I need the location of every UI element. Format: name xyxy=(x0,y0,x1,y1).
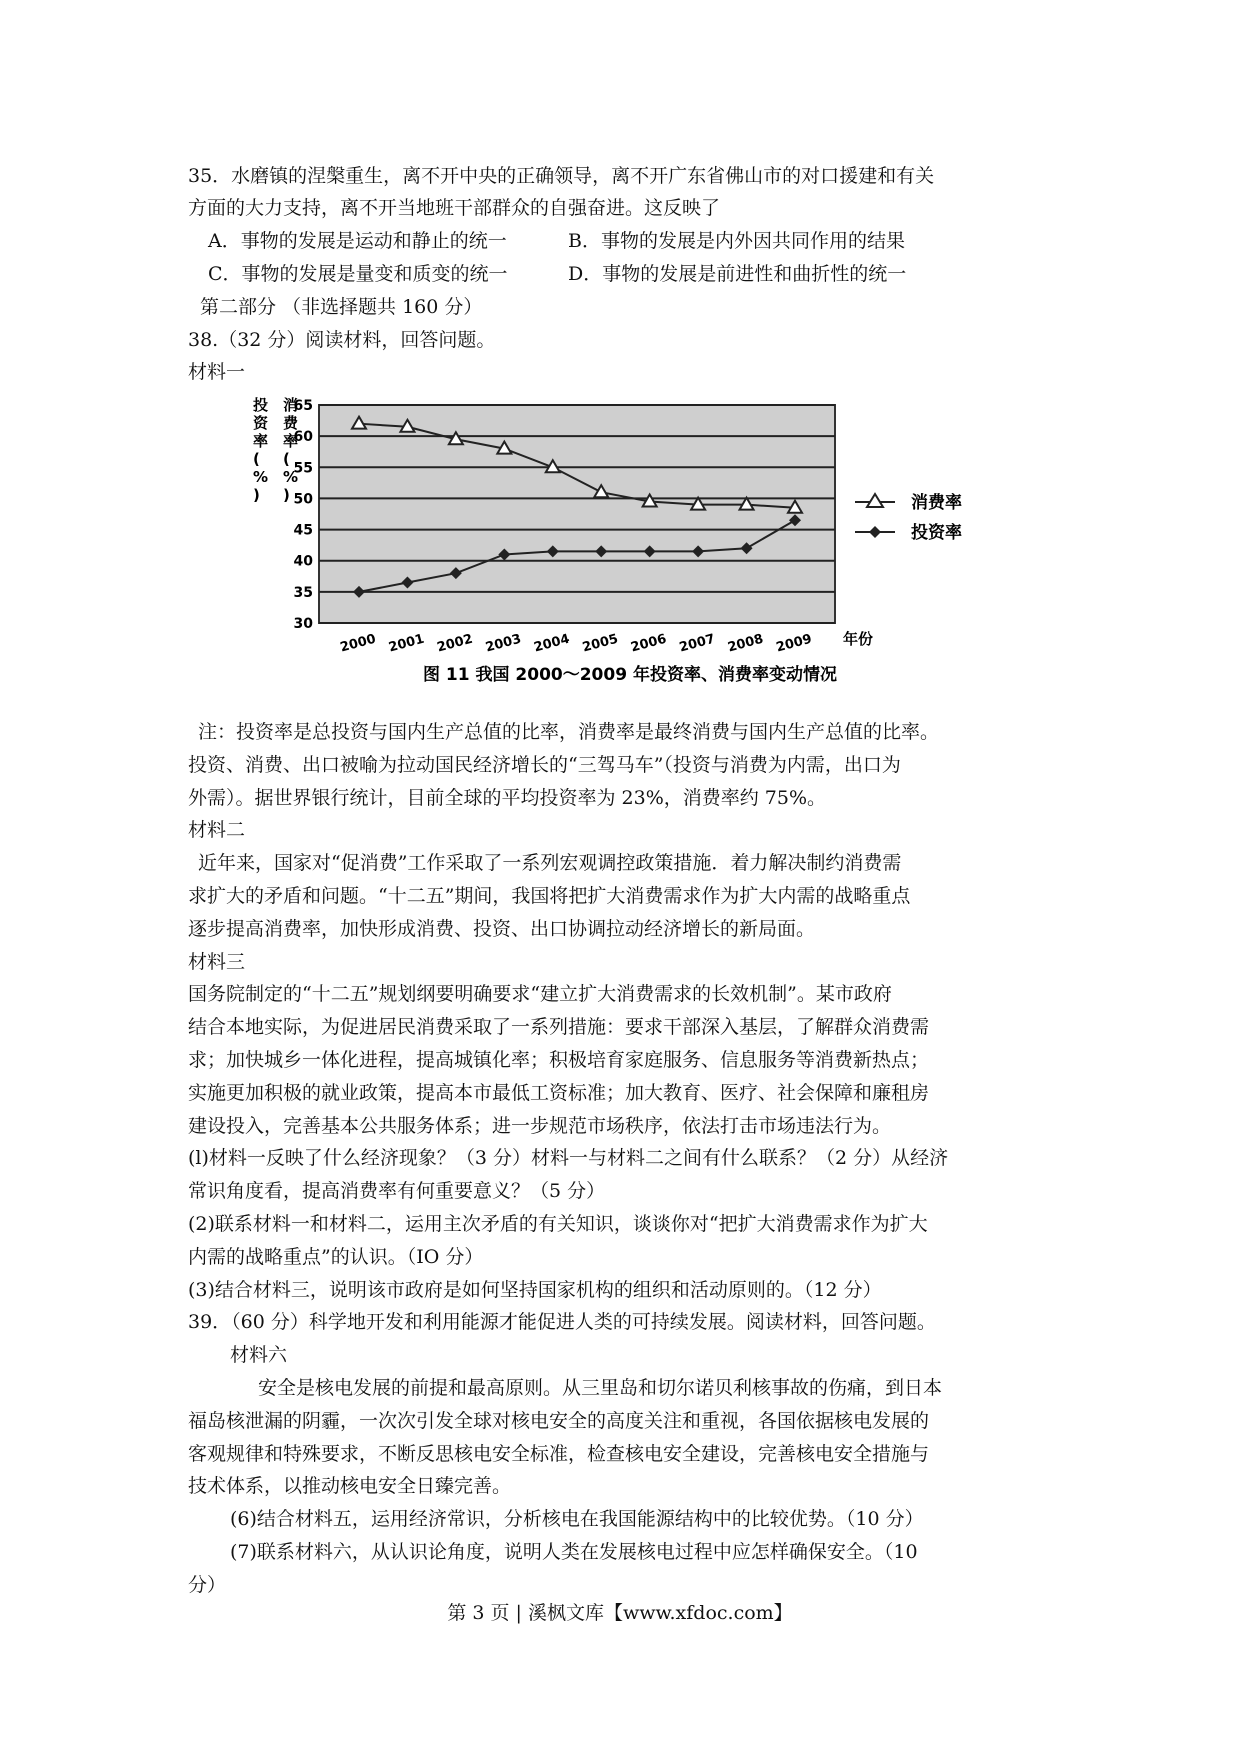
triangle-marker-icon xyxy=(867,494,883,507)
y-axis-label-right: 消费率( % ) xyxy=(283,396,299,504)
x-tick-label: 2008 xyxy=(726,631,766,656)
legend-consumption: 消费率 xyxy=(911,493,962,513)
page-footer: 第 3 页 | 溪枫文库【www.xfdoc.com】 xyxy=(447,1602,793,1624)
material-two-line2: 求扩大的矛盾和问题。“十二五”期间，我国将把扩大消费需求作为扩大内需的战略重点 xyxy=(188,885,911,907)
q35-option-d: D．事物的发展是前进性和曲折性的统一 xyxy=(568,263,907,285)
y-tick-label: 65 xyxy=(293,398,313,414)
subquestion-3: (3)结合材料三，说明该市政府是如何坚持国家机构的组织和活动原则的。（12 分） xyxy=(188,1279,882,1301)
y-axis-label-left: 投资率( % ) xyxy=(253,396,269,504)
q39-title: 39．（60 分）科学地开发和利用能源才能促进人类的可持续发展。阅读材料，回答问题。 xyxy=(188,1311,936,1333)
y-tick-label: 35 xyxy=(293,584,313,601)
x-tick-label: 2005 xyxy=(580,631,620,656)
x-tick-label: 2007 xyxy=(677,631,717,656)
material-two-line1: 近年来，国家对“促消费”工作采取了一系列宏观调控政策措施．着力解决制约消费需 xyxy=(198,852,902,874)
y-tick-label: 55 xyxy=(293,460,313,477)
x-tick-label: 2001 xyxy=(387,631,426,656)
material-three-line1: 国务院制定的“十二五”规划纲要明确要求“建立扩大消费需求的长效机制”。某市政府 xyxy=(188,983,892,1005)
chart-title: 图 11 我国 2000～2009 年投资率、消费率变动情况 xyxy=(423,665,837,685)
x-tick-label: 2002 xyxy=(435,631,475,656)
y-tick-label: 30 xyxy=(293,616,313,632)
material-one-label: 材料一 xyxy=(188,361,246,383)
material-two-line3: 逐步提高消费率，加快形成消费、投资、出口协调拉动经济增长的新局面。 xyxy=(188,918,816,940)
subquestion-2-line2: 内需的战略重点”的认识。（IO 分） xyxy=(188,1246,484,1268)
material-three-line2: 结合本地实际，为促进居民消费采取了一系列措施：要求干部深入基层，了解群众消费需 xyxy=(188,1016,930,1038)
note-line1: 注：投资率是总投资与国内生产总值的比率，消费率是最终消费与国内生产总值的比率。 xyxy=(198,721,940,743)
note-line2: 投资、消费、出口被喻为拉动国民经济增长的“三驾马车”（投资与消费为内需，出口为 xyxy=(188,754,901,776)
y-tick-label: 50 xyxy=(293,491,313,508)
y-tick-label: 40 xyxy=(293,553,313,570)
x-tick-labels xyxy=(339,632,814,656)
material-three-line5: 建设投入，完善基本公共服务体系；进一步规范市场秩序，依法打击市场违法行为。 xyxy=(188,1115,892,1137)
q35-stem-line1: 35．水磨镇的涅槃重生，离不开中央的正确领导，离不开广东省佛山市的对口援建和有关 xyxy=(188,165,935,187)
y-tick-label: 60 xyxy=(293,429,313,446)
subquestion-1-line2: 常识角度看，提高消费率有何重要意义？（5 分） xyxy=(188,1180,606,1202)
y-tick-label: 45 xyxy=(293,522,313,539)
x-tick-label: 2006 xyxy=(629,631,669,656)
investment-consumption-chart xyxy=(243,390,1013,695)
q35-option-c: C．事物的发展是量变和质变的统一 xyxy=(208,263,508,285)
plot-area xyxy=(319,405,835,623)
material-three-line3: 求；加快城乡一体化进程，提高城镇化率；积极培育家庭服务、信息服务等消费新热点； xyxy=(188,1049,930,1071)
material-three-line4: 实施更加积极的就业政策，提高本市最低工资标准；加大教育、医疗、社会保障和廉租房 xyxy=(188,1082,930,1104)
material-six-line3: 客观规律和特殊要求，不断反思核电安全标准，检查核电安全建设，完善核电安全措施与 xyxy=(188,1443,930,1465)
q35-option-b: B．事物的发展是内外因共同作用的结果 xyxy=(568,230,905,252)
subquestion-2-line1: (2)联系材料一和材料二，运用主次矛盾的有关知识，谈谈你对“把扩大消费需求作为扩大 xyxy=(188,1213,928,1235)
part-two-heading: 第二部分 （非选择题共 160 分） xyxy=(200,296,483,318)
material-six-line1: 安全是核电发展的前提和最高原则。从三里岛和切尔诺贝利核事故的伤痛，到日本 xyxy=(258,1377,943,1399)
subquestion-7-line1: (7)联系材料六，从认识论角度，说明人类在发展核电过程中应怎样确保安全。（10 xyxy=(230,1541,918,1563)
x-tick-label: 2003 xyxy=(484,631,523,656)
diamond-marker-icon xyxy=(869,526,881,538)
material-six-label: 材料六 xyxy=(230,1344,288,1366)
material-six-line2: 福岛核泄漏的阴霾，一次次引发全球对核电安全的高度关注和重视，各国依据核电发展的 xyxy=(188,1410,930,1432)
legend xyxy=(855,492,962,543)
subquestion-7-line2: 分） xyxy=(188,1574,227,1596)
x-tick-label: 2000 xyxy=(338,631,378,656)
material-three-label: 材料三 xyxy=(188,951,246,973)
q35-stem-line2: 方面的大力支持，离不开当地班干部群众的自强奋进。这反映了 xyxy=(188,197,721,219)
material-two-label: 材料二 xyxy=(188,819,246,841)
note-line3: 外需）。据世界银行统计，目前全球的平均投资率为 23%，消费率约 75%。 xyxy=(188,787,827,809)
legend-investment: 投资率 xyxy=(911,523,962,543)
x-tick-label: 2009 xyxy=(774,631,814,656)
material-six-line4: 技术体系，以推动核电安全日臻完善。 xyxy=(188,1475,512,1497)
x-tick-label: 2004 xyxy=(532,631,572,656)
q38-title: 38.（32 分）阅读材料，回答问题。 xyxy=(188,329,496,351)
subquestion-6: (6)结合材料五，运用经济常识，分析核电在我国能源结构中的比较优势。（10 分） xyxy=(230,1508,924,1530)
q35-option-a: A．事物的发展是运动和静止的统一 xyxy=(208,230,507,252)
x-axis-label: 年份 xyxy=(843,630,874,648)
subquestion-1-line1: (l)材料一反映了什么经济现象？（3 分）材料一与材料二之间有什么联系？（2 分）从经济 xyxy=(188,1147,949,1169)
